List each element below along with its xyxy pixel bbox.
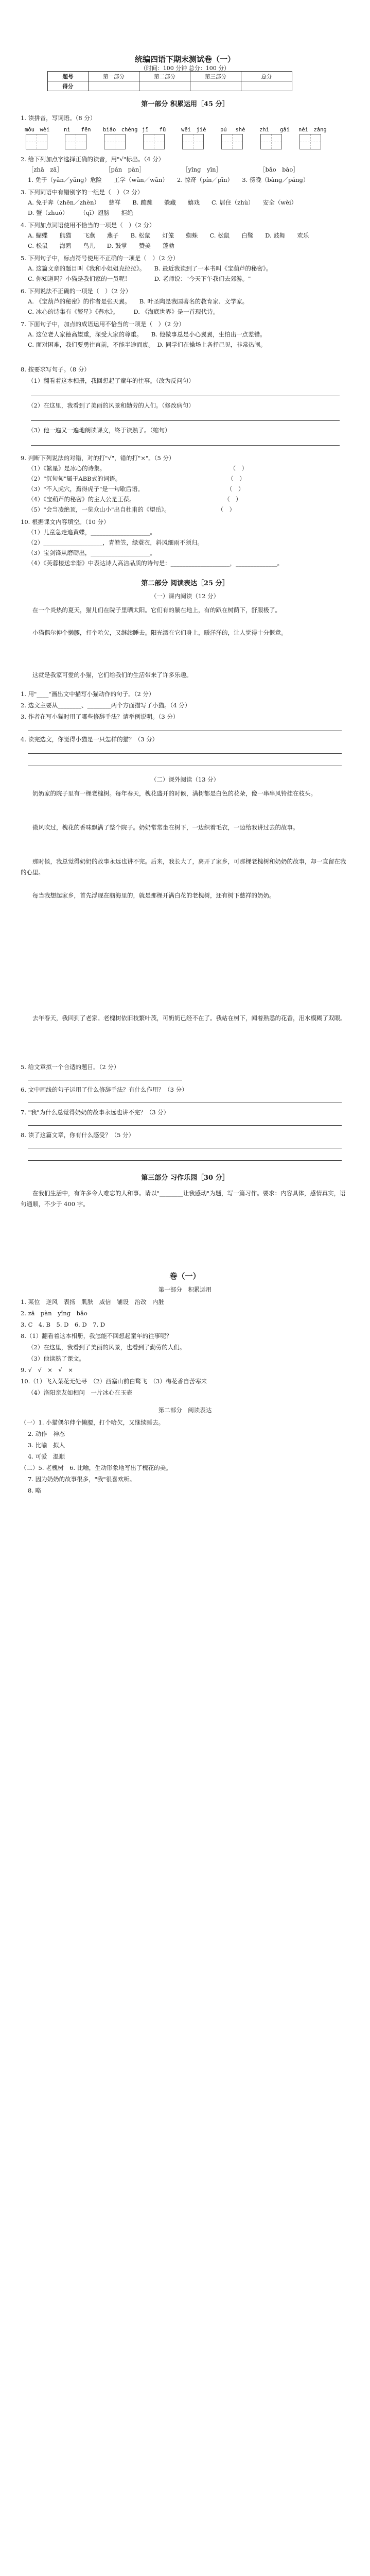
q10-item: （4）《芙蓉楼送辛渐》中表达诗人高洁品质的诗句是：____________________，______________。 (28, 560, 284, 567)
reading-q8: 8. 读了这篇文章，你有什么感受？（5 分） (21, 1131, 135, 1139)
q5-option[interactable]: A. 这篇文章的题目叫《我和小姐姐克拉拉》。 B. 最近我读到了一本书叫《宝葫芦的秘密》。 (28, 265, 272, 272)
reading-q2: 2. 选文主要从________、________两个方面描写了小猫。（4 分） (21, 702, 191, 709)
exam-title: 统编四语下期末测试卷（一） (134, 55, 235, 64)
answer-line[interactable] (28, 1160, 342, 1161)
reading-paragraph: 微风吹过，槐花的香味飘满了整个院子。奶奶常常坐在树下，一边织着毛衣，一边给我讲过去的故事。 (32, 824, 299, 831)
score-header-cell: 第三部分 (190, 72, 241, 81)
q9-prompt: 9. 判断下列说法的对错，对的打"√"，错的打"×"。（5 分） (21, 454, 175, 462)
answer-line-text: （2）在这里，我看到了美丽的风景，也看到了勤劳的人们。 (28, 1344, 186, 1351)
answer-line[interactable] (28, 1125, 342, 1126)
score-header-cell: 第一部分 (89, 72, 139, 81)
score-table (47, 71, 292, 91)
reading2-subheading: （二）课外阅读（13 分） (150, 776, 220, 783)
pinyin-label: nì fēn (64, 127, 91, 133)
q9-item: （4）《宝葫芦的秘密》的主人公是王葆。 （ ） (28, 496, 242, 503)
score-header-cell: 第二部分 (139, 72, 190, 81)
q4-prompt: 4. 下列加点词语使用不恰当的一项是（ ）（2 分） (21, 222, 155, 229)
reading-paragraph: 小猫偶尔伸个懒腰，打个哈欠，又继续睡去。阳光洒在它们身上，暖洋洋的，让人觉得十分惬意。 (32, 629, 287, 636)
answer-line-text: （3）他读熟了课文。 (28, 1355, 85, 1362)
q6-option[interactable]: A. 《宝葫芦的秘密》的作者是张天翼。 B. 叶圣陶是我国著名的教育家、文学家。 (28, 298, 249, 305)
q6-prompt: 6. 下列说法不正确的一项是（ ）（2 分） (21, 287, 132, 295)
answers-subheading: 第二部分 阅读表达 (158, 1406, 212, 1414)
q2-option[interactable]: ［bǎo bào］ (259, 166, 299, 173)
part3-heading: 第三部分 习作乐园［30 分］ (141, 1174, 229, 1182)
writing-box[interactable] (182, 134, 204, 149)
writing-box[interactable] (260, 134, 282, 149)
part2-heading: 第二部分 阅读表达［25 分］ (141, 580, 229, 587)
reading-q7: 7. "我"为什么总觉得奶奶的故事永远也讲不完？（3 分） (21, 1109, 170, 1116)
q2-option[interactable]: ［zhā zā］ (28, 166, 63, 173)
writing-box[interactable] (26, 134, 47, 149)
q10-item: （2）____________________，青箬笠，绿蓑衣，斜风细雨不须归。 (28, 539, 203, 546)
answer-line[interactable] (31, 420, 340, 421)
reading-paragraph: 奶奶家的院子里有一棵老槐树。每年春天，槐花盛开的时候，满树都是白色的花朵，像一串串风铃挂在枝头。 (32, 790, 316, 797)
answer-line-text: 4. 可爱 温顺 (28, 1453, 65, 1460)
answer-line[interactable] (28, 753, 342, 754)
pinyin-label: wēi jiè (181, 127, 206, 133)
q2-prompt: 2. 给下列加点字选择正确的读音，用"√"标出。（4 分） (21, 156, 165, 163)
answer-line-text: （4）洛阳亲友如相问 一片冰心在玉壶 (28, 1389, 132, 1396)
score-cell[interactable] (190, 81, 241, 91)
writing-prompt: 在我们生活中，有许多令人难忘的人和事。请以"________让我感动"为题，写一篇习作。要求：内容具体，感情真实，语句通顺，不少于 400 字。 (21, 1190, 346, 1208)
answer-line-text: 8. 略 (28, 1487, 42, 1494)
reading-q1: 1. 用"____"画出文中描写小猫动作的句子。（2 分） (21, 690, 155, 698)
answer-line-text: 2. 动作 神态 (28, 1430, 65, 1437)
answer-line-text: 9. √ √ × √ × (21, 1366, 73, 1374)
q4-option[interactable]: A. 蝴蝶 熊猫 飞燕 燕子 B. 松鼠 灯笼 蜘蛛 C. 松鼠 白鹭 D. 鼓舞 欢乐 (28, 232, 309, 239)
q9-item: （5）"会当凌绝顶，一览众山小"出自杜甫的《望岳》。 （ ） (28, 506, 236, 513)
pinyin-label: mǒu wèi (25, 127, 50, 133)
score-cell[interactable] (241, 81, 292, 91)
q5-prompt: 5. 下列句子中，标点符号使用不正确的一项是（ ）（2 分） (21, 255, 179, 262)
reading-q5: 5. 给文章拟一个合适的题目。（2 分） (21, 1063, 120, 1071)
pinyin-label: biǎo chéng (103, 127, 138, 133)
answer-line-text: 2. zā pàn yǐng bǎo (21, 1310, 87, 1317)
q10-item: （1）儿童急走追黄蝶，____________________。 (28, 529, 156, 536)
q2-option[interactable]: ［pán pàn］ (105, 166, 145, 173)
q3-option[interactable]: A. 免于奔（zhēn／zhèn） 慈祥 B. 蹦跳 躲藏 嬉戏 C. 居住（zhù） 安全（wèi） (28, 199, 297, 206)
q7-prompt: 7. 下面句子中，加点的成语运用不恰当的一项是（ ）（2 分） (21, 320, 185, 328)
reading-q4: 4. 读完选文，你觉得小猫是一只怎样的猫？（3 分） (21, 736, 158, 743)
answer-line-text: 8.（1）翻看着这本相册，我怎能不回想起童年的往事呢？ (21, 1332, 172, 1340)
q2-items: 1. 免于（yǎn／yǎng）危险 工学（wǎn／wān） 2. 惊奇（pín／pīn） 3. 傍晚（bàng／páng） (28, 176, 309, 183)
q10-item: （3）宝剑锋从磨砺出，____________________。 (28, 549, 156, 556)
q3-option[interactable]: D. 蟹（zhuó） （qī）翅膀 拒绝 (28, 209, 133, 216)
q2-option[interactable]: ［yǐng yīn］ (182, 166, 222, 173)
writing-box[interactable] (143, 134, 165, 149)
answer-line-text: 3. 比喻 拟人 (28, 1442, 65, 1449)
part1-heading: 第一部分 积累运用［45 分］ (141, 100, 229, 108)
score-row-label: 得分 (48, 81, 89, 91)
score-header-cell: 题号 (48, 72, 89, 81)
reading-paragraph: 在一个炎热的夏天，猫儿们在院子里晒太阳。它们有的躺在地上，有的趴在树荫下，舒服极了。 (32, 606, 281, 614)
answer-line-text: 1. 某位 逆风 表扬 肌肤 威信 铺设 治改 内脏 (21, 1298, 165, 1306)
pinyin-label: jī fū (142, 127, 166, 133)
score-cell[interactable] (89, 81, 139, 91)
answer-line-text: （一）1. 小猫偶尔伸个懒腰，打个哈欠，又继续睡去。 (21, 1419, 165, 1426)
q9-item: （3）"不入虎穴，焉得虎子"是一句歇后语。 （ ） (28, 485, 244, 493)
answers-subheading: 第一部分 积累运用 (158, 1286, 212, 1293)
writing-box[interactable] (299, 134, 321, 149)
reading-paragraph: 去年春天，我回到了老家。老槐树依旧枝繁叶茂，可奶奶已经不在了。我站在树下，闻着熟悉的花香，泪水模糊了双眼。 (32, 1014, 346, 1022)
q8-item: （2）在这里，我看到了美丽的风景和勤劳的人们。（修改病句） (28, 402, 195, 409)
q9-item: （2）"沉甸甸"属于ABB式的词语。 （ ） (28, 475, 245, 482)
writing-box[interactable] (104, 134, 126, 149)
q8-item: （3）他一遍又一遍地朗读课文，终于读熟了。（缩句） (28, 427, 171, 434)
q4-option[interactable]: C. 松鼠 海鸥 鸟儿 D. 鼓掌 赞美 蓬勃 (28, 242, 174, 249)
reading-paragraph: 那时候，我总觉得奶奶的故事永远也讲不完。后来，我长大了，离开了家乡，可那棵老槐树和奶奶的故事，却一直留在我的心里。 (21, 858, 346, 876)
reading1-subheading: （一）课内阅读（12 分） (150, 592, 220, 600)
q8-prompt: 8. 按要求写句子。（8 分） (21, 366, 90, 373)
pinyin-label: zhì gǎi (259, 127, 290, 133)
reading-q6: 6. 文中画线的句子运用了什么修辞手法？有什么作用？（3 分） (21, 1086, 188, 1093)
answers-title: 卷（一） (169, 1272, 201, 1281)
answer-line-text: 10.（1）飞入菜花无处寻 （2）西塞山前白鹭飞 （3）梅花香自苦寒来 (21, 1378, 207, 1385)
q7-option[interactable]: A. 这位老人家德高望重，深受大家的尊重。 B. 他做事总是小心翼翼，生怕出一点差错。 (28, 331, 266, 338)
answer-line-text: 7. 因为奶奶的故事很多，"我"很喜欢听。 (28, 1476, 136, 1483)
q9-item: （1）《繁星》是冰心的诗集。 （ ） (28, 465, 248, 472)
pinyin-label: pú shè (220, 127, 245, 133)
q3-prompt: 3. 下列词语中有错别字的一组是（ ）（2 分） (21, 189, 144, 196)
answer-line-text: 3. C 4. B 5. D 6. D 7. D (21, 1321, 105, 1328)
q10-prompt: 10. 根据课文内容填空。（10 分） (21, 518, 110, 526)
writing-box[interactable] (65, 134, 86, 149)
q6-option[interactable]: C. 冰心的诗集有《繁星》《春水》。 D. 《海底世界》是一首现代诗。 (28, 308, 219, 315)
q1-prompt: 1. 读拼音，写词语。（8 分） (21, 114, 96, 122)
q8-item: （1）翻看着这本相册，我回想起了童年的往事。（改为反问句） (28, 377, 195, 384)
pinyin-label: nèi zǎng (298, 127, 327, 133)
answer-line[interactable] (31, 445, 340, 446)
writing-box[interactable] (221, 134, 243, 149)
reading-paragraph: 每当我想起家乡，首先浮现在脑海里的，就是那棵开满白花的老槐树，还有树下慈祥的奶奶。 (32, 892, 275, 899)
q7-option[interactable]: C. 面对困难，我们要勇往直前，不能半途而废。 D. 同学们在操场上各抒己见，非常热闹。 (28, 341, 267, 348)
q5-option[interactable]: C. 你知道吗？小猫是我们家的一员呢！ D. 老师说："今天下午我们去郊游。" (28, 275, 251, 282)
answer-line-text: （二）5. 老槐树 6. 比喻，生动形象地写出了槐花的美。 (21, 1464, 172, 1471)
exam-meta: （时间：100 分钟 总分：100 分） (140, 65, 230, 72)
reading-q3: 3. 作者在写小猫时用了哪些修辞手法？请举例说明。（3 分） (21, 713, 179, 720)
score-header-cell: 总分 (241, 72, 292, 81)
score-cell[interactable] (139, 81, 190, 91)
reading-paragraph: 这就是我家可爱的小猫，它们给我们的生活带来了许多乐趣。 (32, 671, 192, 679)
